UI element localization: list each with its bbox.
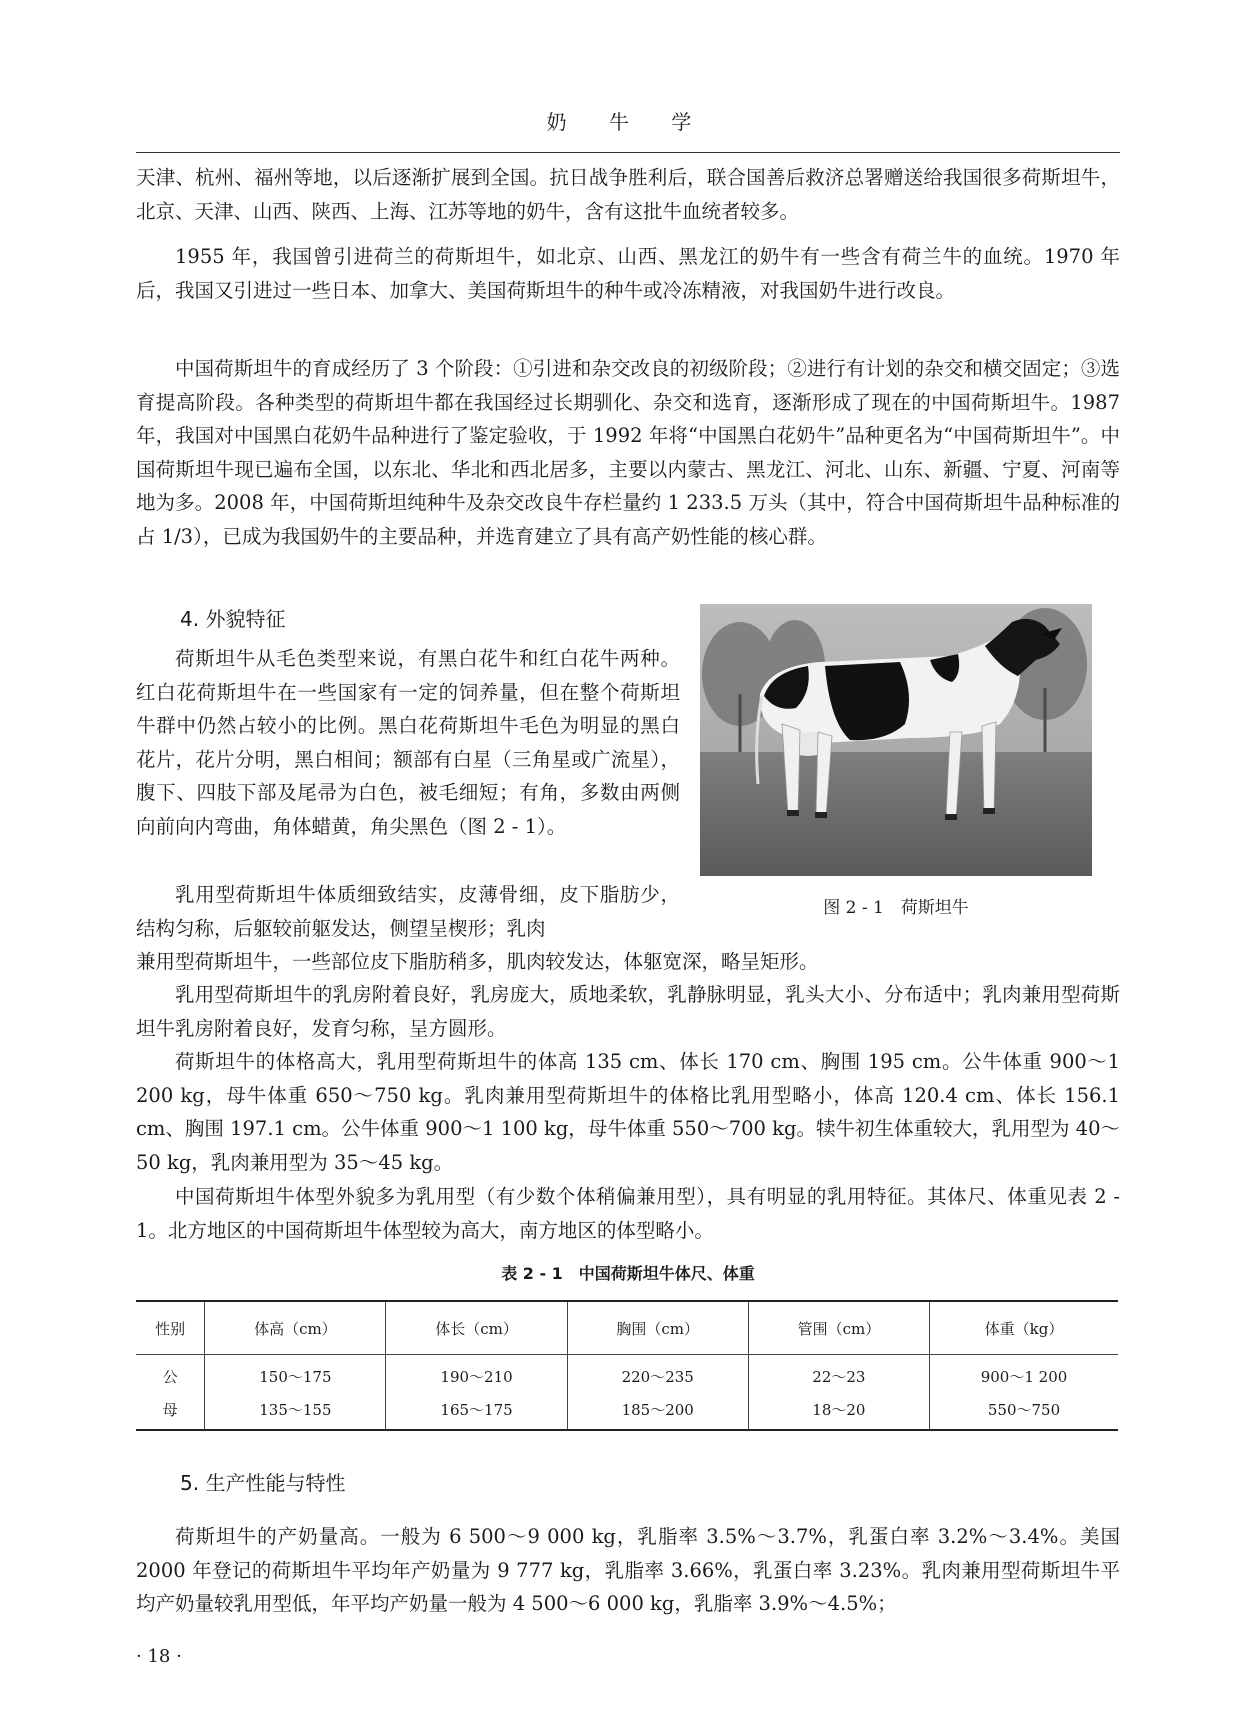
table-cell: 135～155 (205, 1393, 386, 1430)
holstein-cow-photo (700, 604, 1092, 876)
table-header-cell: 胸围（cm） (567, 1301, 748, 1355)
table-header-cell: 性别 (136, 1301, 205, 1355)
paragraph-milk-yield: 荷斯坦牛的产奶量高。一般为 6 500～9 000 kg，乳脂率 3.5%～3.7%，乳蛋白率 3.2%～3.4%。美国 2000 年登记的荷斯坦牛平均年产奶量为 9 777 kg，乳脂率 3.66%，乳蛋白率 3.23%。乳肉兼用型荷斯坦牛平均产奶量较乳用型低，年平均产奶量一般为 4 500～6 000 kg，乳脂率 3.9%～4.5%； (136, 1525, 1120, 1615)
paragraph-chinese-holstein-type: 中国荷斯坦牛体型外貌多为乳用型（有少数个体稍偏兼用型），具有明显的乳用特征。其体尺、体重见表 2 - 1。北方地区的中国荷斯坦牛体型较为高大，南方地区的体型略小。 (136, 1185, 1120, 1242)
table-header-cell: 体高（cm） (205, 1301, 386, 1355)
figure-caption: 图 2 - 1 荷斯坦牛 (823, 898, 969, 918)
table-header-cell: 管围（cm） (748, 1301, 929, 1355)
table-cell: 22～23 (748, 1355, 929, 1394)
table-row (136, 1355, 1118, 1394)
table-cell: 母 (162, 1401, 178, 1419)
paragraph-dairy-type-build: 乳用型荷斯坦牛体质细致结实，皮薄骨细，皮下脂肪少，结构匀称，后躯较前躯发达，侧望呈楔形；乳肉 (136, 883, 680, 940)
table-cell: 185～200 (567, 1393, 748, 1430)
table-cell: 公 (162, 1368, 178, 1386)
holstein-cow-illustration (700, 604, 1092, 876)
table-cell: 18～20 (748, 1393, 929, 1430)
section-heading-production: 5. 生产性能与特性 (180, 1471, 346, 1495)
section-heading-appearance: 4. 外貌特征 (180, 607, 286, 631)
page-number: · 18 · (136, 1646, 182, 1667)
paragraph-body-size: 荷斯坦牛的体格高大，乳用型荷斯坦牛的体高 135 cm、体长 170 cm、胸围 195 cm。公牛体重 900～1 200 kg，母牛体重 650～750 kg。乳肉兼用型荷斯坦牛的体格比乳用型略小，体高 120.4 cm、体长 156.1 cm、胸围 197.1 cm。公牛体重 900～1 100 kg，母牛体重 550～700 kg。犊牛初生体重较大，乳用型为 40～50 kg，乳肉兼用型为 35～45 kg。 (136, 1050, 1120, 1174)
table-header-cell: 体长（cm） (386, 1301, 567, 1355)
running-head: 奶 牛 学 (546, 110, 710, 134)
table-cell: 220～235 (567, 1355, 748, 1394)
table-cell: 150～175 (205, 1355, 386, 1394)
paragraph-intro-history: 天津、杭州、福州等地，以后逐渐扩展到全国。抗日战争胜利后，联合国善后救济总署赠送给我国很多荷斯坦牛，北京、天津、山西、陕西、上海、江苏等地的奶牛，含有这批牛血统者较多。 (136, 166, 1120, 223)
paragraph-coat-color: 荷斯坦牛从毛色类型来说，有黑白花牛和红白花牛两种。红白花荷斯坦牛在一些国家有一定的饲养量，但在整个荷斯坦牛群中仍然占较小的比例。黑白花荷斯坦牛毛色为明显的黑白花片，花片分明，黑白相间；额部有白星（三角星或广流星），腹下、四肢下部及尾帚为白色，被毛细短；有角，多数由两侧向前向内弯曲，角体蜡黄，角尖黑色（图 2 - 1）。 (136, 647, 680, 838)
paragraph-breeding-stages: 中国荷斯坦牛的育成经历了 3 个阶段：①引进和杂交改良的初级阶段；②进行有计划的杂交和横交固定；③选育提高阶段。各种类型的荷斯坦牛都在我国经过长期驯化、杂交和选育，逐渐形成了现在的中国荷斯坦牛。1987 年，我国对中国黑白花奶牛品种进行了鉴定验收，于 1992 年将“中国黑白花奶牛”品种更名为“中国荷斯坦牛”。中国荷斯坦牛现已遍布全国，以东北、华北和西北居多，主要以内蒙古、黑龙江、河北、山东、新疆、宁夏、河南等地为多。2008 年，中国荷斯坦纯种牛及杂交改良牛存栏量约 1 233.5 万头（其中，符合中国荷斯坦牛品种标准的占 1/3），已成为我国奶牛的主要品种，并选育建立了具有高产奶性能的核心群。 (136, 357, 1120, 548)
table-cell: 165～175 (386, 1393, 567, 1430)
table-cell: 900～1 200 (929, 1355, 1118, 1394)
table-row (136, 1393, 1118, 1430)
body-measurement-table (136, 1300, 1118, 1431)
table-cell: 550～750 (929, 1393, 1118, 1430)
table-caption: 表 2 - 1 中国荷斯坦牛体尺、体重 (501, 1264, 755, 1283)
paragraph-1955-import: 1955 年，我国曾引进荷兰的荷斯坦牛，如北京、山西、黑龙江的奶牛有一些含有荷兰牛的血统。1970 年后，我国又引进过一些日本、加拿大、美国荷斯坦牛的种牛或冷冻精液，对我国奶牛进行改良。 (136, 245, 1120, 302)
table-cell: 190～210 (386, 1355, 567, 1394)
paragraph-udder: 乳用型荷斯坦牛的乳房附着良好，乳房庞大，质地柔软，乳静脉明显，乳头大小、分布适中；乳肉兼用型荷斯坦牛乳房附着良好，发育匀称，呈方圆形。 (136, 983, 1120, 1040)
table-header-cell: 体重（kg） (929, 1301, 1118, 1355)
table-header-row (136, 1301, 1118, 1355)
header-rule (136, 152, 1120, 153)
paragraph-dual-purpose-build: 兼用型荷斯坦牛，一些部位皮下脂肪稍多，肌肉较发达，体躯宽深，略呈矩形。 (136, 950, 819, 973)
